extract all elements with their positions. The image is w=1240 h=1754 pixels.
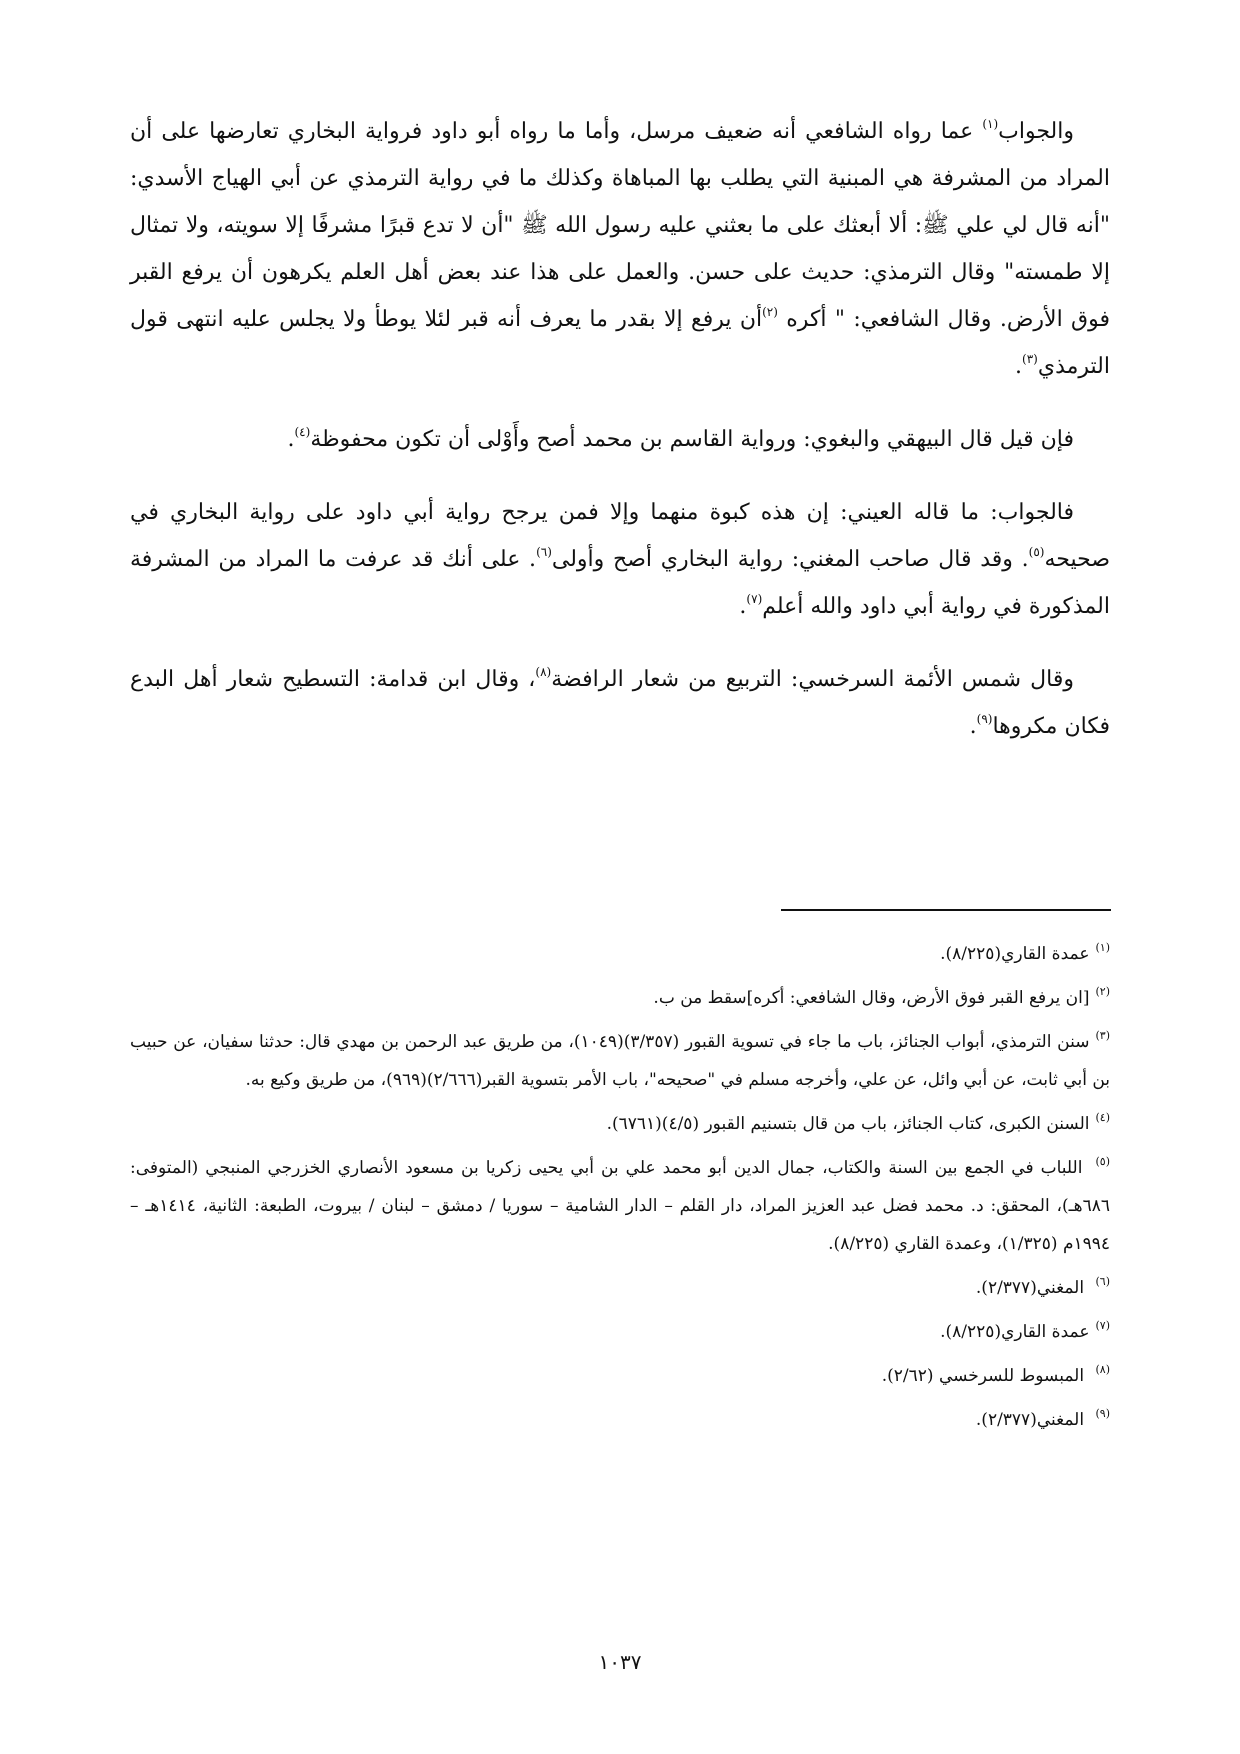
- footnote: [130, 1023, 1110, 1099]
- footnote: [130, 1105, 1110, 1143]
- footnote: [130, 1149, 1110, 1263]
- paragraph-text: .: [287, 427, 295, 452]
- paragraph-text: فإن قيل قال البيهقي والبغوي: ورواية القاسم بن محمد أصح وأَوْلى أن تكون محفوظة: [310, 427, 1074, 452]
- paragraph-text: عما رواه الشافعي أنه ضعيف مرسل، وأما ما رواه أبو داود فرواية البخاري تعارضها على أن المراد من المشرفة هي المبنية التي يطلب بها المباهاة وكذلك ما في رواية الترمذي عن أبي الهياج الأسدي: "أنه قال لي علي ﷺ: ألا أبعثك على ما بعثني عليه رسول الله ﷺ "أن لا تدع قبرًا مشرفًا إلا سويته، ولا تمثال إلا طمسته" وقال الترمذي: حديث على حسن. والعمل على هذا عند بعض أهل العلم يكرهون أن يرفع القبر فوق الأرض. وقال الشافعي: " أكره: [130, 119, 1111, 332]
- footnote-number: (٧): [1095, 1319, 1110, 1332]
- body-paragraph: [130, 108, 1110, 390]
- footnote-reference[interactable]: (٨): [535, 665, 552, 679]
- footnote-text: سنن الترمذي، أبواب الجنائز، باب ما جاء في تسوية القبور (٣/٣٥٧)(١٠٤٩)، من طريق عبد الرحمن بن مهدي قال: حدثنا سفيان، عن حبيب بن أبي ثابت، عن أبي وائل، عن علي، وأخرجه مسلم في "صحيحه"، باب الأمر بتسوية القبر(٢/٦٦٦)(٩٦٩)، من طريق وكيع به.: [130, 1032, 1110, 1090]
- paragraph-text: والجواب: [998, 119, 1074, 144]
- footnote-number: (٥): [1095, 1155, 1110, 1168]
- footnote-text: [ان يرفع القبر فوق الأرض، وقال الشافعي: أكره]سقط من ب.: [653, 988, 1090, 1008]
- body-paragraph: [130, 489, 1110, 630]
- footnote-reference[interactable]: (٩): [976, 712, 993, 726]
- footnote: [130, 935, 1110, 973]
- footnote-reference[interactable]: (٤): [294, 425, 311, 439]
- paragraph-text: .: [1015, 354, 1023, 379]
- footnote-text: المغني(٢/٣٧٧).: [975, 1278, 1090, 1298]
- body-paragraph: [130, 416, 1110, 463]
- footnotes: [130, 935, 1110, 1445]
- footnote-number: (٣): [1095, 1029, 1111, 1042]
- page-number: ١٠٣٧: [598, 1650, 642, 1674]
- main-text: [130, 108, 1110, 776]
- footnote-text: عمدة القاري(٨/٢٢٥).: [940, 1322, 1090, 1342]
- paragraph-text: . وقد قال صاحب المغني: رواية البخاري أصح وأولى: [551, 547, 1029, 572]
- paragraph-text: وقال شمس الأئمة السرخسي: التربيع من شعار الرافضة: [551, 667, 1074, 692]
- footnote-reference[interactable]: (٥): [1028, 545, 1045, 559]
- footnote-number: (٢): [1095, 985, 1110, 998]
- footnote-text: المغني(٢/٣٧٧).: [975, 1410, 1090, 1430]
- paragraph-text: فالجواب: ما قاله العيني: إن هذه كبوة منهما وإلا فمن يرجح رواية أبي داود على رواية البخاري في صحيحه: [130, 500, 1111, 572]
- footnote: [130, 1313, 1110, 1351]
- footnote-number: (٩): [1095, 1407, 1110, 1420]
- footnote-reference[interactable]: (٦): [536, 545, 552, 559]
- footnote-separator: [781, 909, 1111, 911]
- paragraph-text: أن يرفع إلا بقدر ما يعرف أنه قبر لئلا يوطأ ولا يجلس عليه انتهى قول الترمذي: [130, 307, 1110, 379]
- footnote-reference[interactable]: (٣): [1022, 352, 1038, 366]
- footnote-reference[interactable]: (١): [982, 117, 999, 131]
- body-paragraph: [130, 656, 1110, 750]
- paragraph-text: ، وقال ابن قدامة: التسطيح شعار أهل البدع فكان مكروها: [130, 667, 1110, 739]
- footnote: [130, 1357, 1110, 1395]
- footnote-text: عمدة القاري(٨/٢٢٥).: [940, 944, 1090, 964]
- footnote-text: اللباب في الجمع بين السنة والكتاب، جمال الدين أبو محمد علي بن أبي يحيى زكريا بن مسعود الأنصاري الخزرجي المنبجي (المتوفى: ٦٨٦هـ)، المحقق: د. محمد فضل عبد العزيز المراد، دار القلم – الدار الشامية – سوريا / دمشق – لبنان / بيروت، الطبعة: الثانية، ١٤١٤هـ – ١٩٩٤م (١/٣٢٥)، وعمدة القاري (٨/٢٢٥).: [130, 1158, 1110, 1254]
- footnote: [130, 979, 1110, 1017]
- footnote-reference[interactable]: (٢): [762, 305, 778, 319]
- footnote-number: (٤): [1095, 1111, 1110, 1124]
- paragraph-text: .: [739, 594, 747, 619]
- footnote-text: السنن الكبرى، كتاب الجنائز، باب من قال بتسنيم القبور (٤/٥)(٦٧٦١).: [606, 1114, 1090, 1134]
- footnote-text: المبسوط للسرخسي (٢/٦٢).: [881, 1366, 1090, 1386]
- footnote-number: (١): [1095, 941, 1110, 954]
- footnote-number: (٨): [1095, 1363, 1110, 1376]
- footnote: [130, 1269, 1110, 1307]
- paragraph-text: . على أنك قد عرفت ما المراد من المشرفة المذكورة في رواية أبي داود والله أعلم: [130, 547, 1110, 619]
- paragraph-text: .: [969, 714, 977, 739]
- footnote-reference[interactable]: (٧): [746, 592, 763, 606]
- footnote-number: (٦): [1095, 1275, 1110, 1288]
- footnote: [130, 1401, 1110, 1439]
